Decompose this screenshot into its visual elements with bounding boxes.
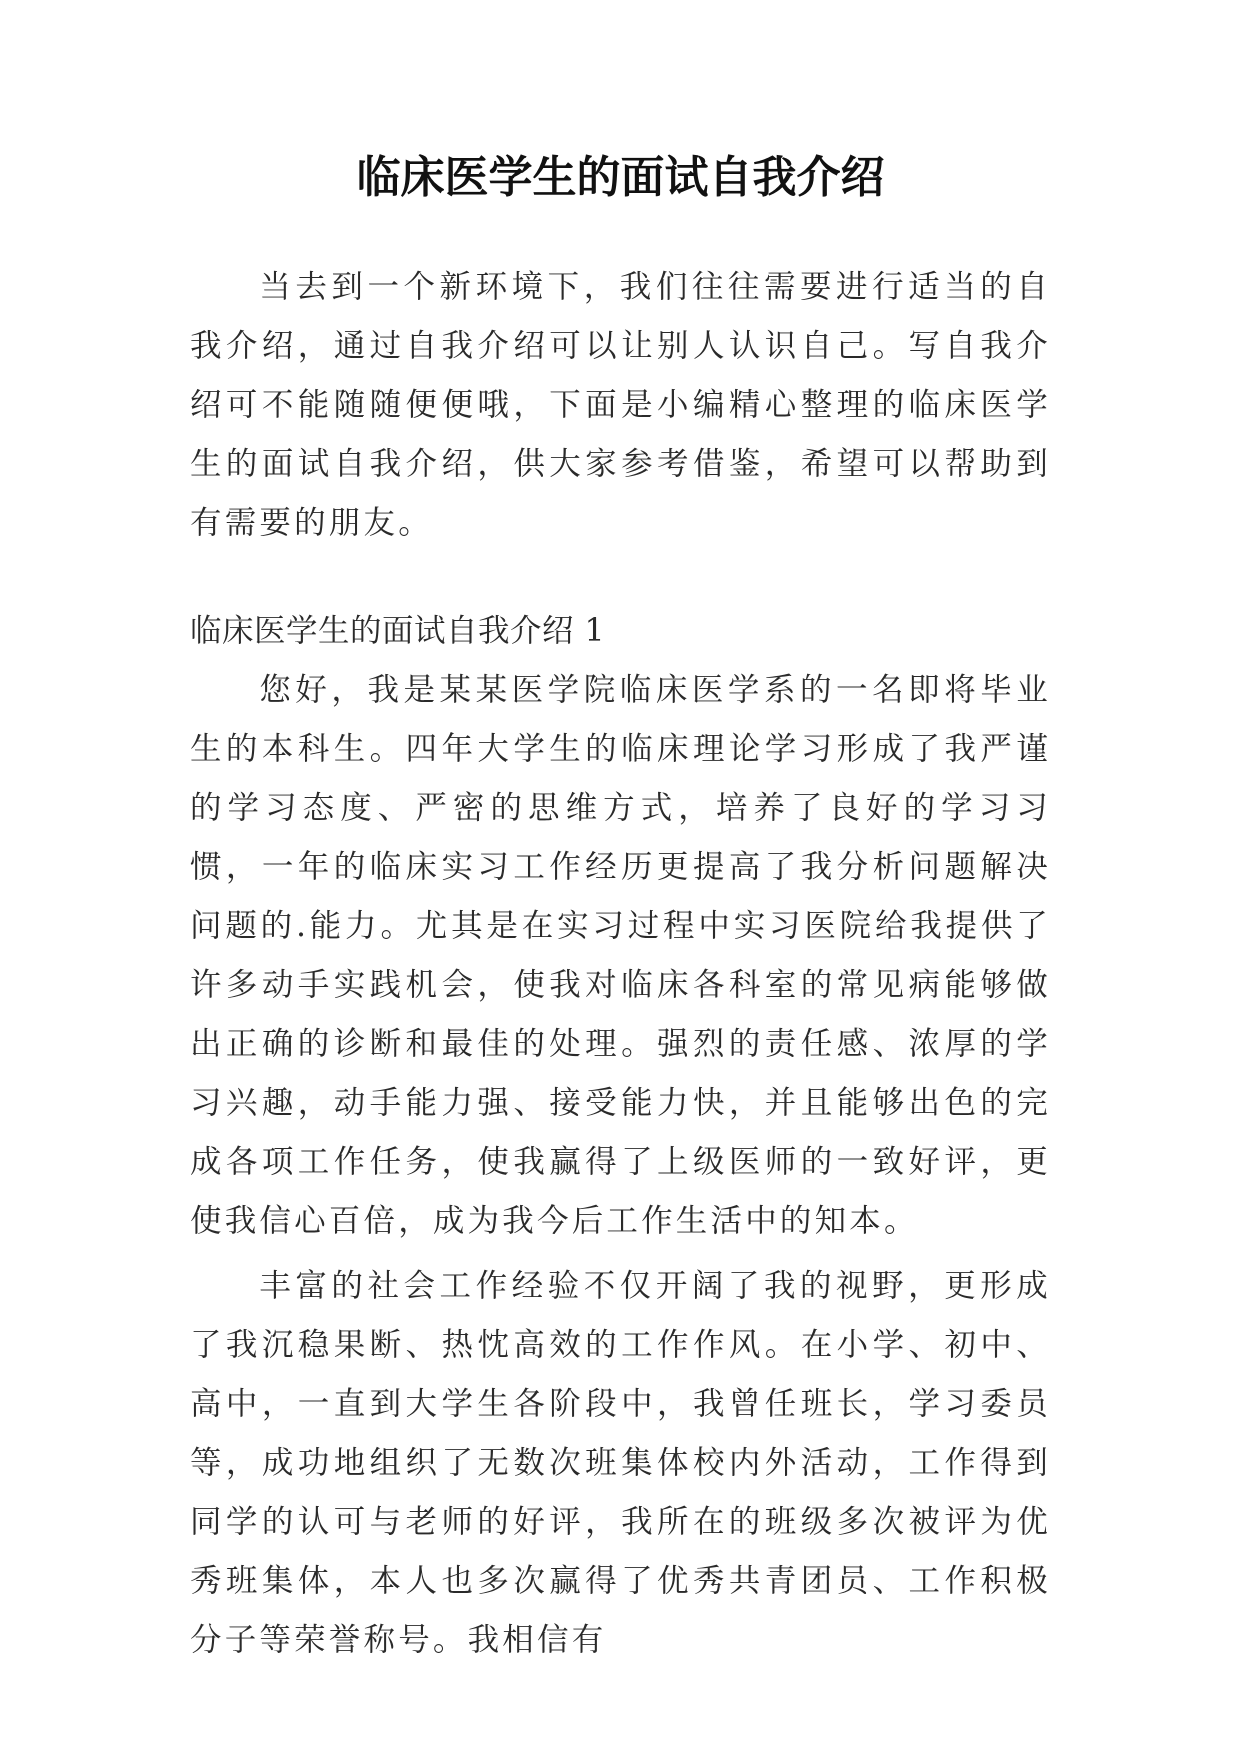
document-title: 临床医学生的面试自我介绍 — [356, 152, 885, 203]
section-heading: 临床医学生的面试自我介绍 1 — [190, 613, 606, 649]
intro-paragraph: 当去到一个新环境下，我们往往需要进行适当的自我介绍，通过自我介绍可以让别人认识自己。写自我介绍可不能随随便便哦，下面是小编精心整理的临床医学生的面试自我介绍，供大家参考借鉴，希望可以帮助到有需要的朋友。 — [190, 269, 1051, 541]
document-body — [190, 258, 1051, 1670]
body-paragraph: 您好，我是某某医学院临床医学系的一名即将毕业生的本科生。四年大学生的临床理论学习形成了我严谨的学习态度、严密的思维方式，培养了良好的学习习惯，一年的临床实习工作经历更提高了我分析问题解决问题的.能力。尤其是在实习过程中实习医院给我提供了许多动手实践机会，使我对临床各科室的常见病能够做出正确的诊断和最佳的处理。强烈的责任感、浓厚的学习兴趣，动手能力强、接受能力快，并且能够出色的完成各项工作任务，使我赢得了上级医师的一致好评，更使我信心百倍，成为我今后工作生活中的知本。 — [190, 672, 1051, 1239]
body-paragraph: 丰富的社会工作经验不仅开阔了我的视野，更形成了我沉稳果断、热忱高效的工作作风。在小学、初中、高中，一直到大学生各阶段中，我曾任班长，学习委员等，成功地组织了无数次班集体校内外活动，工作得到同学的认可与老师的好评，我所在的班级多次被评为优秀班集体，本人也多次赢得了优秀共青团员、工作积极分子等荣誉称号。我相信有 — [190, 1268, 1051, 1658]
